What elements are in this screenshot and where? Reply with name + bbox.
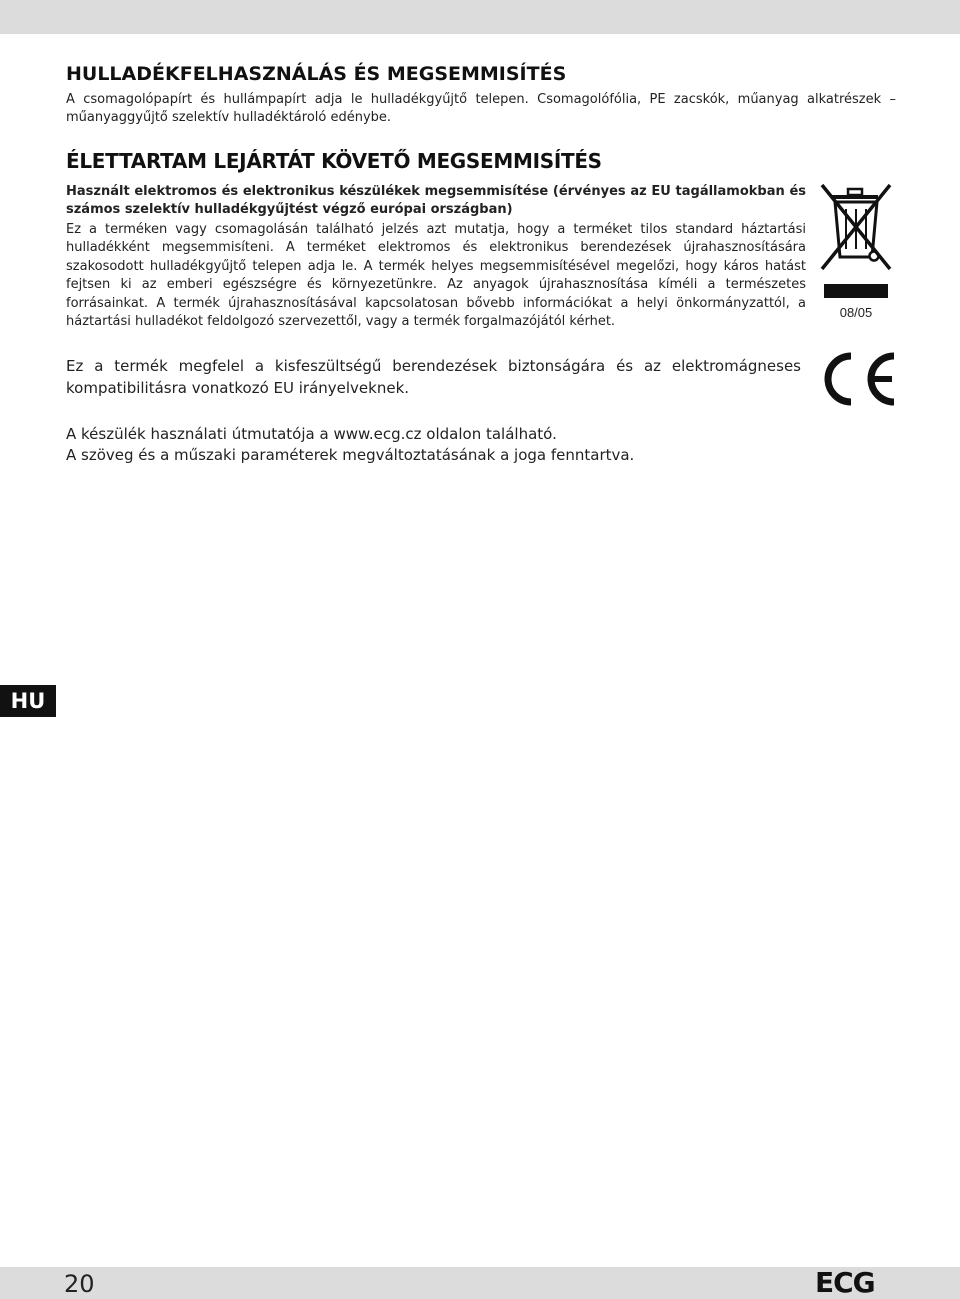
crossed-bin-icon <box>818 183 894 303</box>
recycling-paragraph: A csomagolópapírt és hullámpapírt adja le hulladékgyűjtő telepen. Csomagolófólia, PE zacskók, műanyag alkatrészek – műanyaggyűjtő szelektív hulladéktároló edénybe. <box>66 92 896 125</box>
disposal-body-paragraph: Ez a terméken vagy csomagolásán található jelzés azt mutatja, hogy a terméket tilos standard háztartási hulladékként megsemmisíteni. A terméket elektromos és elektronikus berendezések újrahasznosítására szakosodott hulladékgyűjtő telepen adja le. A termék helyes megsemmisítésével megelőzi, hogy káros hatást fejtsen ki az emberi egészségre és környezetünkre. Az anyagok újrahasznosítása kíméli a természetes forrásainkat. A termék újrahasznosításával kapcsolatosan bővebb információkat a helyi önkormányzattól, a háztartási hulladékot feldolgozó szervezettől, vagy a termék forgalmazójától kérhet. <box>66 222 806 330</box>
section-heading-disposal: ÉLETTARTAM LEJÁRTÁT KÖVETŐ MEGSEMMISÍTÉS <box>66 149 602 173</box>
language-tab: HU <box>0 685 56 717</box>
header-bar <box>0 0 960 34</box>
section-heading-recycling: HULLADÉKFELHASZNÁLÁS ÉS MEGSEMMISÍTÉS <box>66 63 567 85</box>
rights-note: A szöveg és a műszaki paraméterek megváltoztatásának a joga fenntartva. <box>66 446 635 464</box>
page-number: 20 <box>64 1270 95 1298</box>
brand-logo: ECG <box>815 1266 875 1299</box>
manual-note: A készülék használati útmutatója a www.ecg.cz oldalon található. <box>66 425 557 443</box>
disposal-lead-paragraph: Használt elektromos és elektronikus készülékek megsemmisítése (érvényes az EU tagállamokban és számos szelektív hulladékgyűjtést végző európai országban) <box>66 184 806 217</box>
weee-code: 08/05 <box>839 305 873 320</box>
conformity-statement: Ez a termék megfelel a kisfeszültségű berendezések biztonságára és az elektromágneses kompatibilitásra vonatkozó EU irányelveknek. <box>66 357 801 397</box>
ce-mark-icon <box>818 350 898 408</box>
